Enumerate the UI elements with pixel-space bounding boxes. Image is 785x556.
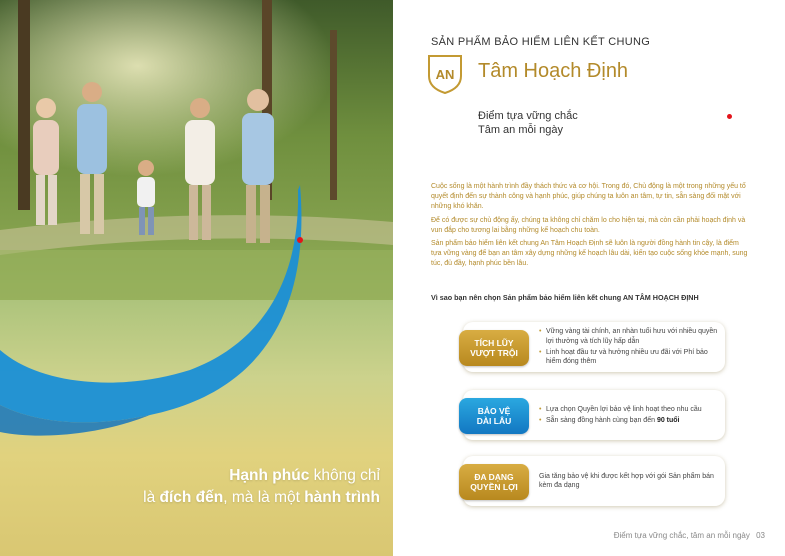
page-footer: Điểm tựa vững chắc, tâm an mỗi ngày 03	[613, 531, 765, 540]
product-category: SẢN PHẨM BẢO HIỂM LIÊN KẾT CHUNG	[431, 36, 651, 48]
logo-text: AN	[435, 67, 455, 82]
an-shield-logo-icon	[427, 54, 463, 94]
benefit-item: • Linh hoạt đầu tư và hưởng nhiều ưu đãi với Phí bảo hiểm đóng thêm	[539, 349, 708, 366]
why-choose-heading: Vì sao bạn nên chọn Sản phẩm bảo hiểm liên kết chung AN TÂM HOẠCH ĐỊNH	[431, 293, 699, 302]
benefit-tag: TÍCH LŨY VƯỢT TRỘI	[459, 330, 529, 366]
page-number: 03	[756, 531, 765, 540]
benefit-card-accumulation	[459, 322, 729, 372]
benefit-card-protection	[459, 390, 729, 440]
benefit-item: • Vững vàng tài chính, an nhàn tuổi hưu với nhiều quyền lợi thưởng và tích lũy hấp dẫn	[539, 328, 718, 345]
benefit-item: • Lựa chọn Quyền lợi bảo vệ linh hoạt theo nhu cầu	[539, 405, 702, 413]
benefit-item: • Sẵn sàng đồng hành cùng bạn đến 90 tuổi	[539, 417, 680, 424]
bullet-icon: •	[539, 349, 542, 356]
slogan: Điểm tựa vững chắc Tâm an mỗi ngày	[478, 110, 578, 136]
benefit-tag: ĐA DẠNG QUYỀN LỢI	[459, 464, 529, 500]
right-panel	[393, 0, 785, 556]
bullet-icon: •	[539, 417, 542, 424]
benefit-item: Gia tăng bảo vệ khi được kết hợp với gói Sản phẩm bán kèm đa dạng	[539, 472, 714, 489]
benefit-tag: BẢO VỆ DÀI LÂU	[459, 398, 529, 434]
brand-name: Tâm Hoạch Định	[478, 60, 629, 82]
tagline-line-1: Hạnh phúc không chỉ	[229, 467, 380, 484]
benefit-list	[539, 390, 724, 440]
benefit-list	[539, 322, 724, 372]
benefit-list	[539, 456, 724, 506]
bullet-icon: •	[539, 405, 542, 413]
benefit-card-diverse-benefits	[459, 456, 729, 506]
bullet-icon: •	[539, 328, 542, 336]
red-dot-decoration	[727, 114, 732, 119]
tagline	[100, 465, 380, 509]
tagline-line-2: là đích đến, mà là một hành trình	[143, 489, 380, 506]
intro-text: Cuộc sống là một hành trình đầy thách thức và cơ hội. Trong đó, Chủ động là một trong những yếu tố quyết định đến sự thành công và hạnh phúc, giúp chúng ta luôn an tâm, tự tin, sẵn sàng đối mặt với những khó khăn. Để có được sự chủ động ấy, chúng ta không chỉ chăm lo cho hiện tại, mà còn cần phải hoạch định và vun đắp cho tương lai bằng những kế hoạch chu toàn. Sản phẩm bảo hiểm liên kết chung An Tâm Hoạch Định sẽ luôn là người đồng hành tin cậy, là điểm tựa vững vàng để bạn an tâm xây dựng những kế hoạch lâu dài, kiến tạo cuộc sống khỏe mạnh, sung túc, đủ đầy, hạnh phúc bền lâu.	[431, 183, 748, 268]
